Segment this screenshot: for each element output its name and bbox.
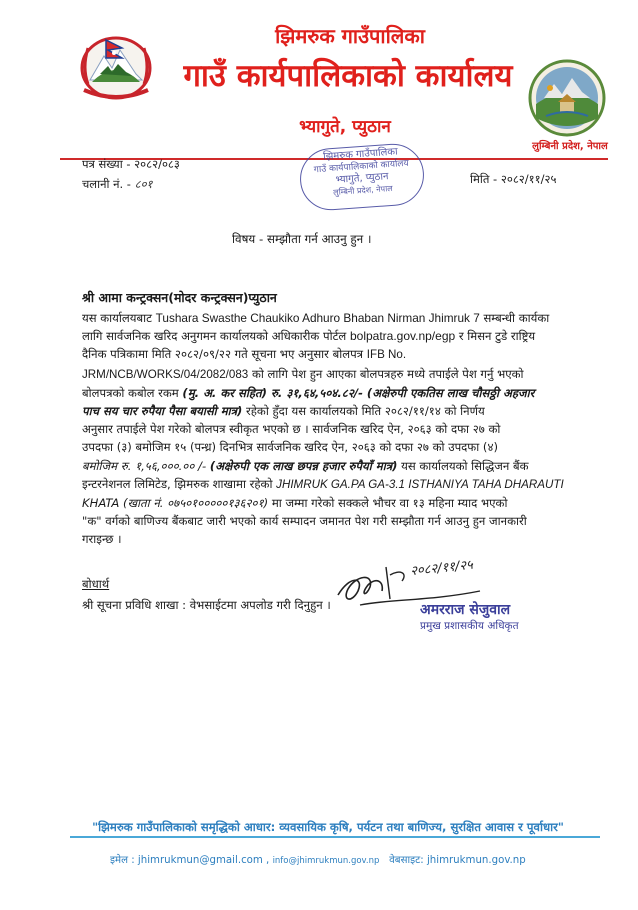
footer-contact bbox=[110, 852, 530, 866]
letter-subject: विषय - सम्झौता गर्न आउनु हुन । bbox=[232, 232, 372, 246]
ifb-number: JRM/NCB/WORKS/04/2082/083 bbox=[82, 367, 249, 381]
guarantee-amount-words: (अक्षेरुपी एक लाख छपन्न हजार रुपैयाँ मात्र) bbox=[209, 458, 398, 473]
dispatch-number-label: चलानी नं. - bbox=[82, 177, 131, 191]
letter-body bbox=[82, 309, 612, 549]
project-name: Tushara Swasthe Chaukiko Adhuro Bhaban Nirman Jhimruk 7 bbox=[155, 311, 480, 325]
municipality-name: झिमरुक गाउँपालिका bbox=[275, 24, 425, 48]
letter-date-value: २०८२/११/२५ bbox=[500, 172, 557, 186]
body-text: रहेको हुँदा यस कार्यालयको मिति २०८२/११/१४ को निर्णय bbox=[246, 404, 485, 419]
account-number: KHATA (खाता नं. ०७५०१०००००१३६२०१) bbox=[82, 496, 269, 511]
signatory-name: अमरराज सेजुवाल bbox=[420, 602, 511, 618]
signatory bbox=[420, 600, 580, 633]
body-text: इन्टरनेशनल लिमिटेड, झिमरुक शाखामा रहेको bbox=[82, 476, 273, 491]
dispatch-number-value: ८०१ bbox=[134, 177, 153, 191]
reference-number-value: २०८२/०८३ bbox=[134, 157, 180, 171]
recipient: श्री आमा कन्ट्रक्सन(मोदर कन्ट्रक्सन)प्युठान bbox=[82, 290, 277, 305]
body-text: लागि सार्वजनिक खरिद अनुगमन कार्यालयको अधिकारीक पोर्टल bbox=[82, 329, 347, 344]
letter-date-label: मिति - bbox=[470, 172, 498, 186]
body-line bbox=[82, 512, 612, 530]
body-line bbox=[82, 327, 612, 345]
portal-link[interactable]: bolpatra.gov.np/egp bbox=[349, 329, 456, 344]
body-text: उपदफा (३) बमोजिम १५ (पन्ध्र) दिनभित्र सार्वजनिक खरिद ऐन, २०६३ को दफा २७ को उपदफा (४) bbox=[82, 440, 499, 455]
website-label: वेबसाइट: bbox=[389, 855, 424, 866]
body-line bbox=[82, 365, 612, 384]
bid-amount-words: पाच सय चार रुपैया पैसा बयासी मात्र) bbox=[82, 404, 243, 419]
cc-line: श्री सूचना प्रविधि शाखा : वेभसाईटमा अपलोड गरी दिनुहुन । bbox=[82, 598, 331, 612]
nepal-emblem-icon bbox=[78, 28, 154, 102]
reference-number-label: पत्र संख्या - bbox=[82, 157, 131, 171]
stamp-line: झिमरुक गाउँपालिका bbox=[322, 146, 399, 163]
office-title: गाउँ कार्यपालिकाको कार्यालय bbox=[183, 58, 513, 94]
website-link[interactable]: jhimrukmun.gov.np bbox=[426, 855, 526, 866]
body-line bbox=[82, 494, 612, 512]
body-line bbox=[82, 402, 612, 420]
signature-date: २०८२/११/२५ bbox=[409, 557, 474, 580]
body-line bbox=[82, 530, 612, 548]
account-name: JHIMRUK GA.PA GA-3.1 ISTHANIYA TAHA DHARAUTI bbox=[276, 477, 564, 491]
body-line bbox=[82, 309, 612, 327]
body-text: मा जम्मा गरेको सक्कले भौचर वा १३ महिना म्याद भएको bbox=[271, 496, 508, 511]
body-text: बोलपत्रको कबोल रकम bbox=[82, 385, 179, 400]
body-text: यस कार्यालयको सिद्धिजन बैंक bbox=[401, 458, 529, 473]
body-text: सम्बन्धी कार्यका bbox=[483, 311, 550, 325]
stamp-line: लुम्बिनी प्रदेश, नेपाल bbox=[332, 183, 393, 198]
office-stamp bbox=[298, 142, 426, 212]
body-line bbox=[82, 384, 612, 402]
body-line bbox=[82, 420, 612, 438]
email-label: इमेल : bbox=[110, 855, 135, 866]
body-line bbox=[82, 475, 612, 494]
body-text: र मिसन टुडे राष्ट्रिय bbox=[458, 329, 536, 344]
body-line bbox=[82, 457, 612, 475]
footer-slogan: "झिमरुक गाउँपालिकाको समृद्धिको आधार: व्यवसायिक कृषि, पर्यटन तथा बाणिज्य, सुरक्षित आवास र पूर्वाधार" bbox=[92, 820, 564, 834]
body-line bbox=[82, 438, 612, 456]
email-link[interactable]: jhimrukmun@gmail.com , bbox=[137, 855, 270, 866]
body-text: दैनिक पत्रिकामा मिति २०८२/०९/२२ गते सूचना भए अनुसार बोलपत्र bbox=[82, 347, 364, 362]
province-label: लुम्बिनी प्रदेश, नेपाल bbox=[532, 141, 608, 152]
ifb-label: IFB No. bbox=[366, 348, 407, 362]
dispatch-number bbox=[82, 177, 153, 192]
letter-date bbox=[470, 172, 556, 187]
office-location: भ्यागुते, प्युठान bbox=[299, 117, 391, 137]
body-text: को लागि पेश हुन आएका बोलपत्रहरु मध्ये तपाईले पेश गर्नु भएको bbox=[251, 366, 524, 381]
reference-number bbox=[82, 157, 180, 172]
signatory-title: प्रमुख प्रशासकीय अधिकृत bbox=[420, 620, 519, 632]
body-text: यस कार्यालयबाट bbox=[82, 311, 152, 325]
body-text: गराइन्छ । bbox=[82, 532, 122, 547]
stamp-line: गाउँ कार्यपालिकाको कार्यालय bbox=[313, 158, 410, 176]
body-text: "क" वर्गको बाणिज्य बैंकबाट जारी भएको कार्य सम्पादन जमानत पेश गरी सम्झौता गर्न आउनु हुन जानकारी bbox=[82, 514, 527, 529]
body-text: अनुसार तपाईले पेश गरेको बोलपत्र स्वीकृत भएको छ । सार्वजनिक खरिद ऐन, २०६३ को दफा २७ को bbox=[82, 422, 501, 437]
email-link[interactable]: info@jhimrukmun.gov.np bbox=[272, 856, 380, 866]
stamp-line: भ्यागुते, प्युठान bbox=[335, 171, 389, 186]
guarantee-amount: बमोजिम रु. १,५६,०००.०० /- bbox=[82, 458, 207, 473]
footer-divider bbox=[70, 836, 600, 838]
lumbini-province-logo-icon bbox=[526, 58, 608, 138]
cc-label: बोधार्थ bbox=[82, 577, 110, 591]
bid-amount: (मु. अ. कर सहित) रु. ३१,६४,५०४.८२/- (अक्षेरुपी एकतिस लाख चौसठ्ठी अहजार bbox=[182, 385, 535, 400]
body-line bbox=[82, 345, 612, 364]
